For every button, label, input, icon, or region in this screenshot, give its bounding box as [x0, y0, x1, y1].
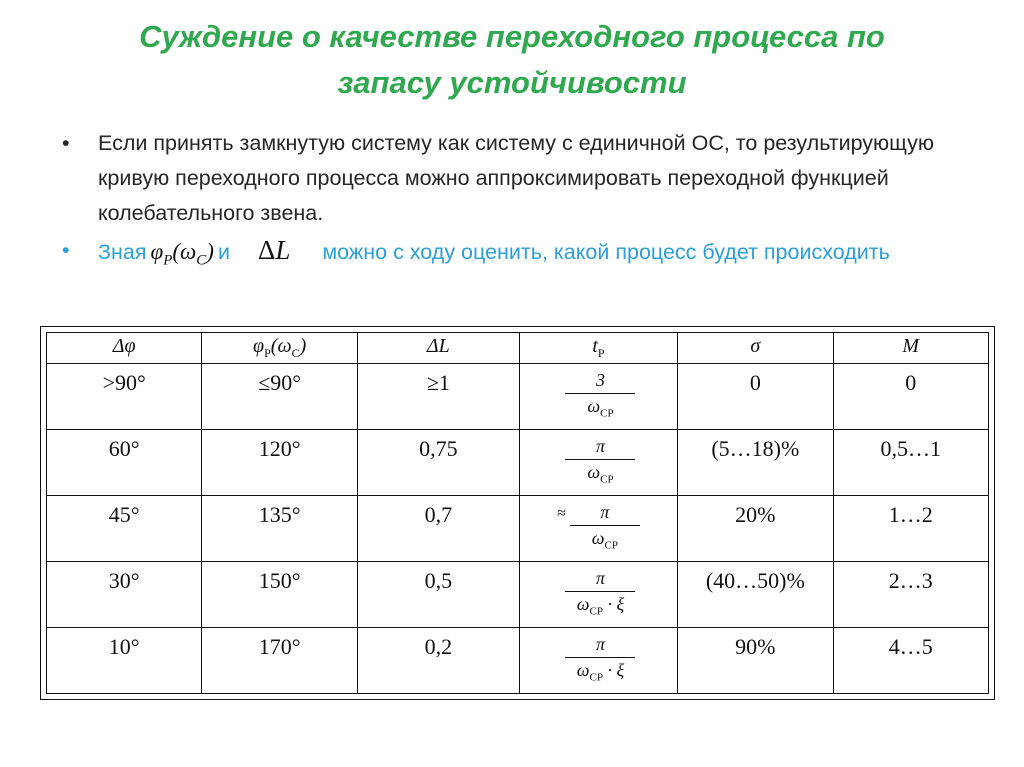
tp-fraction: [565, 370, 635, 424]
fraction-bar: [565, 459, 635, 460]
cell-delta-l: 0,5: [357, 562, 519, 628]
tp-numerator: π: [595, 436, 605, 456]
cell-phi-p: 120°: [202, 430, 357, 496]
title-line-2: запасу устойчивости: [337, 65, 687, 100]
fraction-bar: [565, 657, 635, 658]
table-row: [47, 430, 989, 496]
bullet-item-1: [62, 126, 962, 231]
table-row: [47, 628, 989, 694]
tp-denominator: $\omega_{CP}$: [591, 528, 618, 552]
cell-sigma: (40…50)%: [678, 562, 833, 628]
cell-phi-p: ≤90°: [202, 364, 357, 430]
tp-fraction: [565, 568, 635, 622]
cell-delta-phi: 30°: [47, 562, 202, 628]
cell-sigma: 90%: [678, 628, 833, 694]
cell-delta-phi: 45°: [47, 496, 202, 562]
fraction-bar: [565, 591, 635, 592]
cell-delta-phi: 60°: [47, 430, 202, 496]
header-delta-l: ΔL: [357, 333, 519, 364]
header-sigma: σ: [678, 333, 833, 364]
approx-sign: ≈: [557, 505, 566, 522]
cell-t-p: [519, 562, 677, 628]
table-header-row: [47, 333, 989, 364]
header-delta-phi: Δφ: [47, 333, 202, 364]
quality-table: [46, 332, 989, 694]
bullet-joiner: и: [217, 240, 230, 264]
bullet-text-1: Если принять замкнутую систему как систему с единичной ОС, то результирующую кривую переходного процесса можно аппроксимировать переходной функцией колебательного звена.: [98, 131, 934, 225]
cell-delta-l: 0,2: [357, 628, 519, 694]
cell-phi-p: 150°: [202, 562, 357, 628]
title-line-1: Суждение о качестве переходного процесса по: [139, 19, 885, 54]
formula-delta-l: ΔL: [257, 235, 291, 265]
table-row: [47, 496, 989, 562]
tp-denominator: $\omega_{CP}$: [587, 462, 614, 486]
cell-t-p: [519, 430, 677, 496]
bullet-item-2: [62, 233, 962, 279]
fraction-bar: [570, 525, 640, 526]
slide-title: [0, 14, 1024, 106]
cell-t-p: [519, 628, 677, 694]
bullet-dot-icon: •: [62, 238, 70, 262]
tp-numerator: π: [600, 502, 610, 522]
cell-m: 1…2: [833, 496, 988, 562]
cell-m: 2…3: [833, 562, 988, 628]
tp-fraction: [565, 436, 635, 490]
bullet-dot-icon: •: [62, 131, 70, 155]
tp-fraction: [565, 634, 635, 688]
bullet-suffix: можно с ходу оценить, какой процесс будет происходить: [322, 240, 890, 264]
cell-m: 4…5: [833, 628, 988, 694]
bullet-prefix: Зная: [98, 240, 147, 264]
bullet-list: [62, 126, 962, 279]
formula-phase-margin: $\varphi_P(\omega_C)$: [150, 239, 214, 269]
cell-t-p: [519, 496, 677, 562]
cell-phi-p: 135°: [202, 496, 357, 562]
cell-sigma: 20%: [678, 496, 833, 562]
cell-delta-l: ≥1: [357, 364, 519, 430]
cell-sigma: (5…18)%: [678, 430, 833, 496]
tp-numerator: 3: [595, 370, 605, 390]
cell-delta-phi: 10°: [47, 628, 202, 694]
tp-fraction: [570, 502, 640, 556]
cell-delta-l: 0,75: [357, 430, 519, 496]
tp-denominator: $\omega_{CP} \cdot \xi$: [576, 594, 625, 618]
fraction-bar: [565, 393, 635, 394]
header-phi-p: $\varphi_P(\omega_C)$: [202, 333, 357, 364]
cell-delta-l: 0,7: [357, 496, 519, 562]
tp-denominator: $\omega_{CP} \cdot \xi$: [576, 660, 625, 684]
header-t-p: $t_P$: [519, 333, 677, 364]
tp-numerator: π: [595, 568, 605, 588]
cell-phi-p: 170°: [202, 628, 357, 694]
cell-m: 0: [833, 364, 988, 430]
table-row: [47, 364, 989, 430]
header-m: M: [833, 333, 988, 364]
cell-m: 0,5…1: [833, 430, 988, 496]
table-frame: [40, 326, 995, 700]
cell-t-p: [519, 364, 677, 430]
table-row: [47, 562, 989, 628]
tp-denominator: $\omega_{CP}$: [587, 396, 614, 420]
table-body: [47, 364, 989, 694]
cell-delta-phi: >90°: [47, 364, 202, 430]
cell-sigma: 0: [678, 364, 833, 430]
tp-numerator: π: [595, 634, 605, 654]
